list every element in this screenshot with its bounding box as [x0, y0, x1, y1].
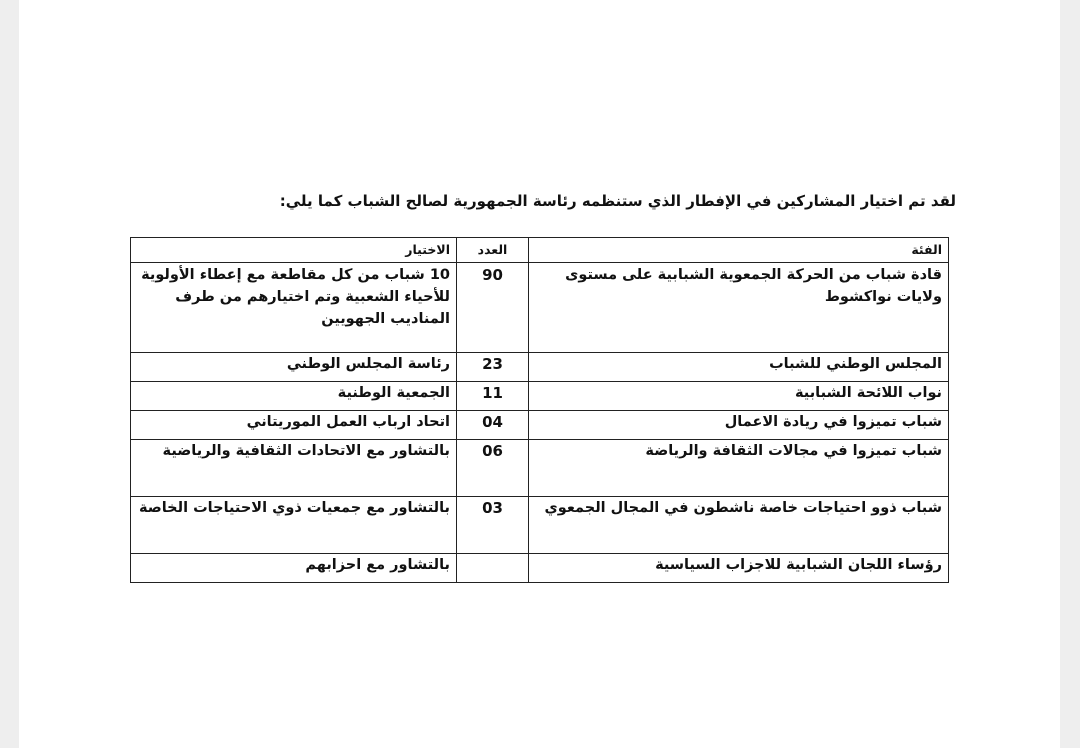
- table-row: [131, 554, 949, 583]
- row-category: المجلس الوطني للشباب: [529, 353, 949, 382]
- table-row: [131, 411, 949, 440]
- table-header-row: [131, 238, 949, 263]
- row-category: نواب اللائحة الشبابية: [529, 382, 949, 411]
- table-row: [131, 382, 949, 411]
- row-selection: بالتشاور مع جمعيات ذوي الاحتياجات الخاصة: [131, 497, 457, 554]
- row-count: 90: [457, 263, 529, 353]
- row-selection: رئاسة المجلس الوطني: [131, 353, 457, 382]
- row-category: رؤساء اللجان الشبابية للاجزاب السياسية: [529, 554, 949, 583]
- row-selection: 10 شباب من كل مقاطعة مع إعطاء الأولوية للأحياء الشعبية وتم اختيارهم من طرف المناديب الجهويين: [131, 263, 457, 353]
- row-count: 04: [457, 411, 529, 440]
- row-category: شباب تميزوا في مجالات الثقافة والرياضة: [529, 440, 949, 497]
- participants-table: [130, 237, 949, 583]
- row-selection: اتحاد ارباب العمل الموريتاني: [131, 411, 457, 440]
- table-row: [131, 440, 949, 497]
- header-count: العدد: [457, 238, 529, 263]
- table-row: [131, 263, 949, 353]
- row-count: [457, 554, 529, 583]
- row-category: قادة شباب من الحركة الجمعوية الشبابية على مستوى ولايات نواكشوط: [529, 263, 949, 353]
- row-count: 06: [457, 440, 529, 497]
- row-selection: بالتشاور مع احزابهم: [131, 554, 457, 583]
- header-category: الفئة: [529, 238, 949, 263]
- table-row: [131, 497, 949, 554]
- row-count: 03: [457, 497, 529, 554]
- row-count: 23: [457, 353, 529, 382]
- header-selection: الاختيار: [131, 238, 457, 263]
- row-selection: الجمعية الوطنية: [131, 382, 457, 411]
- row-category: شباب تميزوا في ريادة الاعمال: [529, 411, 949, 440]
- row-category: شباب ذوو احتياجات خاصة ناشطون في المجال الجمعوي: [529, 497, 949, 554]
- table-row: [131, 353, 949, 382]
- row-count: 11: [457, 382, 529, 411]
- row-selection: بالتشاور مع الاتحادات الثقافية والرياضية: [131, 440, 457, 497]
- intro-text: لقد تم اختيار المشاركين في الإفطار الذي ستنظمه رئاسة الجمهورية لصالح الشباب كما يلي:: [279, 192, 956, 210]
